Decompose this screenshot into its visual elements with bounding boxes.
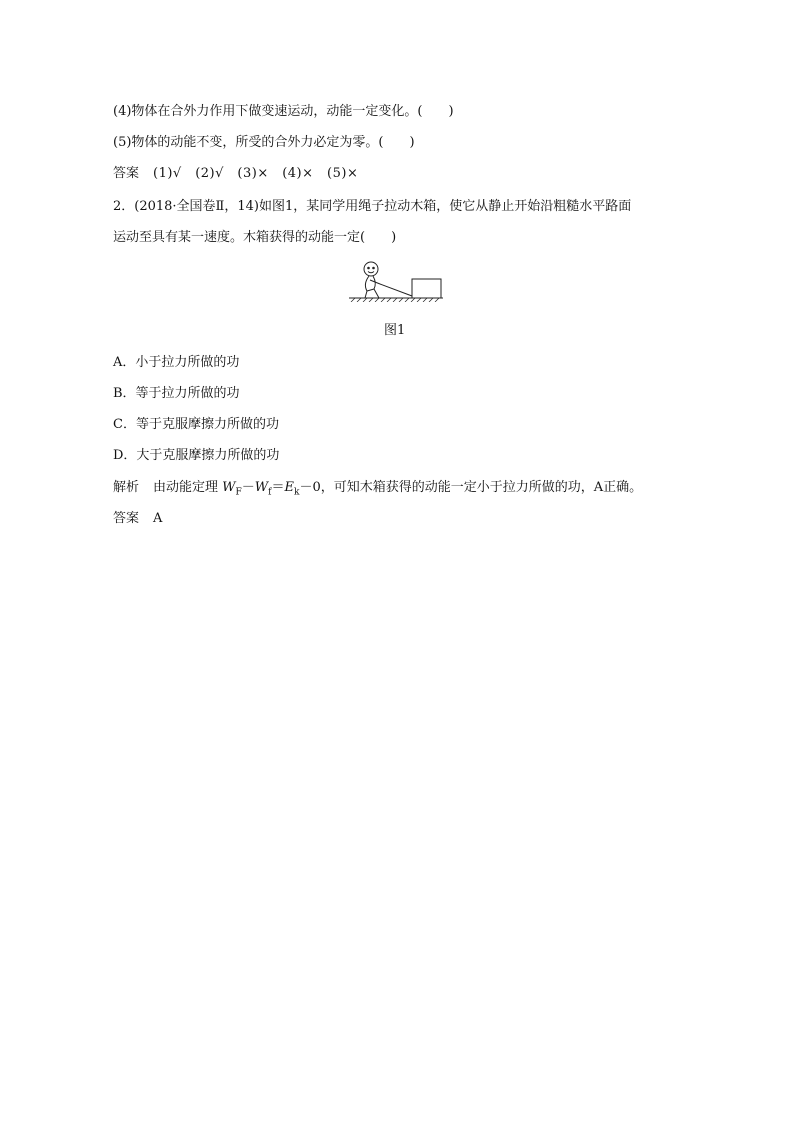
option-a: A．小于拉力所做的功	[113, 355, 240, 370]
energy-symbol: E	[284, 480, 295, 495]
question-2-line-1: 2．(2018·全国卷Ⅱ，14)如图1，某同学用绳子拉动木箱，使它从静止开始沿粗糙水平路面	[113, 199, 632, 214]
statement-4: (4)物体在合外力作用下做变速运动，动能一定变化。( )	[113, 104, 454, 119]
work-symbol-1: W	[222, 480, 236, 495]
answer-line-2	[113, 510, 162, 528]
analysis-tail: －0，可知木箱获得的动能一定小于拉力所做的功，A正确。	[299, 480, 643, 495]
answer-text: (1)√ (2)√ (3)× (4)× (5)×	[153, 166, 359, 181]
subscript-k: k	[294, 487, 300, 498]
answer-2-label: 答案	[113, 511, 140, 526]
wooden-box	[412, 279, 441, 298]
answer-2-text: A	[153, 511, 163, 526]
analysis-line	[113, 479, 642, 502]
equals-sign: ＝	[271, 480, 285, 495]
subscript-F: F	[235, 487, 242, 498]
question-2-line-2: 运动至具有某一速度。木箱获得的动能一定( )	[113, 230, 397, 245]
answer-line-1	[113, 165, 358, 183]
ground-hatching	[351, 298, 439, 302]
figure-caption: 图1	[384, 323, 406, 338]
option-b: B．等于拉力所做的功	[113, 386, 240, 401]
analysis-label: 解析	[113, 480, 140, 495]
option-c: C．等于克服摩擦力所做的功	[113, 417, 279, 432]
rope-line	[380, 284, 412, 296]
answer-label: 答案	[113, 166, 140, 181]
figure-person-pulling-box	[345, 258, 445, 302]
work-symbol-2: W	[254, 480, 269, 495]
subscript-f: f	[268, 487, 272, 498]
person-icon	[364, 262, 380, 298]
option-d: D．大于克服摩擦力所做的功	[113, 448, 280, 463]
minus-sign: －	[241, 480, 255, 495]
statement-5: (5)物体的动能不变，所受的合外力必定为零。( )	[113, 135, 415, 150]
analysis-prefix: 由动能定理	[153, 480, 223, 495]
